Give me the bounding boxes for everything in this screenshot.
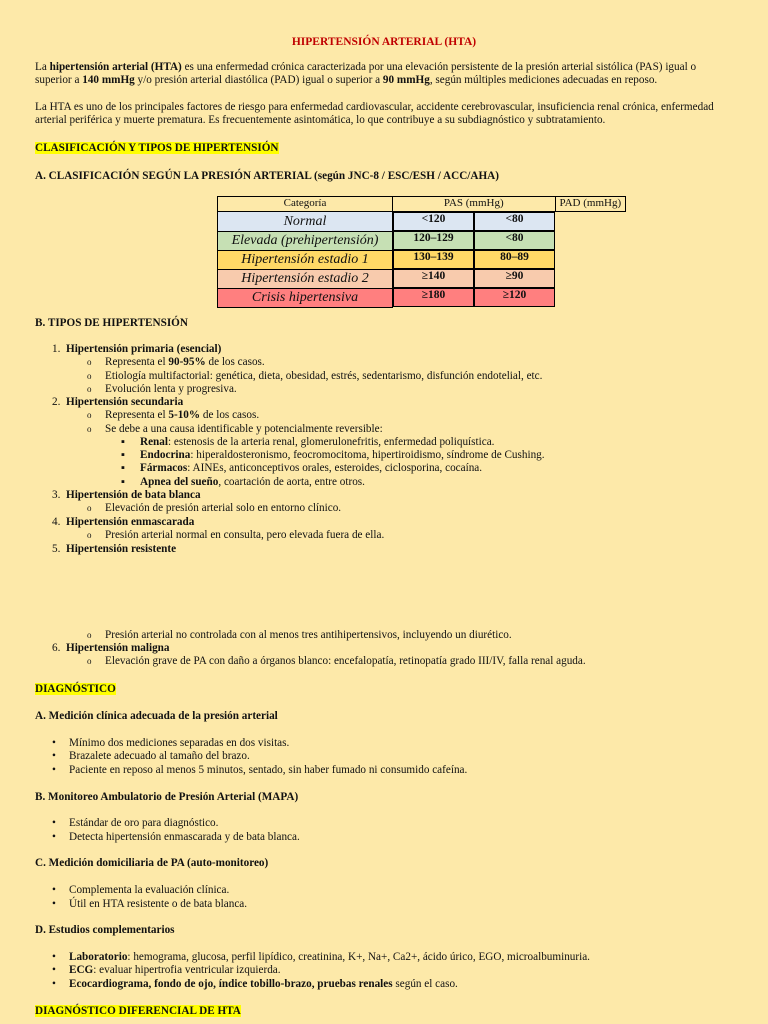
list-item: • Brazalete adecuado al tamaño del brazo. [52, 750, 250, 762]
bullet-icon: • [52, 978, 56, 990]
list-item: • Ecocardiograma, fondo de ojo, índice tobillo-brazo, pruebas renales según el caso. [52, 978, 458, 990]
classification-table [217, 196, 626, 308]
list-item: o Representa el 5-10% de los casos. [87, 409, 260, 421]
type-item: 2. Hipertensión secundaria [52, 396, 184, 408]
square-bullet-icon: ▪ [121, 449, 125, 461]
table-cell-pas: ≥180 [393, 288, 474, 307]
table-header-pas: PAS (mmHg) [393, 197, 556, 212]
circle-bullet-icon: o [87, 357, 92, 367]
type-item: 4. Hipertensión enmascarada [52, 516, 195, 528]
bullet-icon: • [52, 831, 56, 843]
table-cell-pad: <80 [474, 231, 555, 250]
subheading-classification-by-pressure: A. CLASIFICACIÓN SEGÚN LA PRESIÓN ARTERIAL (según JNC-8 / ESC/ESH / ACC/AHA) [35, 170, 499, 182]
table-cell-category: Hipertensión estadio 2 [218, 269, 393, 288]
bullet-icon: • [52, 898, 56, 910]
list-item: • Estándar de oro para diagnóstico. [52, 817, 219, 829]
intro-paragraph-2: La HTA es uno de los principales factores de riesgo para enfermedad cardiovascular, accidente cerebrovascular, insuficiencia renal crónica, enfermedad arterial periférica y muerte prematura. Es frecuentemente asintomática, lo que contribuye a su subdiagnóstico y subtratamiento. [35, 101, 714, 127]
subheading-clinical-measurement: A. Medición clínica adecuada de la presión arterial [35, 710, 278, 722]
circle-bullet-icon: o [87, 424, 92, 434]
subheading-mapa: B. Monitoreo Ambulatorio de Presión Arterial (MAPA) [35, 791, 299, 803]
list-item: o Elevación de presión arterial solo en entorno clínico. [87, 502, 342, 514]
table-header-pad: PAD (mmHg) [555, 197, 626, 212]
table-row [218, 269, 626, 288]
bullet-icon: • [52, 817, 56, 829]
square-bullet-icon: ▪ [121, 462, 125, 474]
list-item: • Paciente en reposo al menos 5 minutos, sentado, sin haber fumado ni consumido cafeína. [52, 764, 468, 776]
bullet-icon: • [52, 951, 56, 963]
circle-bullet-icon: o [87, 530, 92, 540]
list-item: o Representa el 90-95% de los casos. [87, 356, 265, 368]
type-item: 3. Hipertensión de bata blanca [52, 489, 201, 501]
list-item: • Detecta hipertensión enmascarada y de bata blanca. [52, 831, 300, 843]
square-bullet-icon: ▪ [121, 436, 125, 448]
list-item: ▪ Fármacos: AINEs, anticonceptivos orales, esteroides, ciclosporina, cocaína. [121, 462, 483, 474]
table-row [218, 250, 626, 269]
type-item: 6. Hipertensión maligna [52, 642, 170, 654]
table-row [218, 231, 626, 250]
section-heading-differential-diagnosis: DIAGNÓSTICO DIFERENCIAL DE HTA [35, 1005, 241, 1017]
table-header-category: Categoría [218, 197, 393, 212]
list-item: ▪ Renal: estenosis de la arteria renal, glomerulonefritis, enfermedad poliquística. [121, 436, 495, 448]
list-item: ▪ Endocrina: hiperaldosteronismo, feocromocitoma, hipertiroidismo, síndrome de Cushing. [121, 449, 545, 461]
table-cell-pad: ≥90 [474, 269, 555, 288]
list-item: o Etiología multifactorial: genética, dieta, obesidad, estrés, sedentarismo, disfunción endotelial, etc. [87, 370, 543, 382]
circle-bullet-icon: o [87, 371, 92, 381]
list-item: • Útil en HTA resistente o de bata blanca. [52, 898, 248, 910]
section-heading-diagnosis: DIAGNÓSTICO [35, 683, 116, 695]
list-item: o Presión arterial normal en consulta, pero elevada fuera de ella. [87, 529, 385, 541]
table-row [218, 288, 626, 307]
table-row [218, 212, 626, 232]
table-cell-pas: 120–129 [393, 231, 474, 250]
list-item: o Elevación grave de PA con daño a órganos blanco: encefalopatía, retinopatía grado III/IV, falla renal aguda. [87, 655, 586, 667]
circle-bullet-icon: o [87, 503, 92, 513]
intro-paragraph-1: La hipertensión arterial (HTA) es una enfermedad crónica caracterizada por una elevación persistente de la presión arterial sistólica (PAS) igual o superior a 140 mmHg y/o presión arterial diastólica (PAD) igual o superior a 90 mmHg, según múltiples mediciones adecuadas en reposo. [35, 61, 697, 87]
table-header-row [218, 197, 626, 212]
list-item: o Presión arterial no controlada con al menos tres antihipertensivos, incluyendo un diurético. [87, 629, 512, 641]
list-item: ▪ Apnea del sueño, coartación de aorta, entre otros. [121, 476, 365, 488]
table-cell-category: Hipertensión estadio 1 [218, 250, 393, 269]
bullet-icon: • [52, 764, 56, 776]
circle-bullet-icon: o [87, 656, 92, 666]
type-item: 5. Hipertensión resistente [52, 543, 177, 555]
type-item: 1. Hipertensión primaria (esencial) [52, 343, 222, 355]
list-item: • Mínimo dos mediciones separadas en dos visitas. [52, 737, 290, 749]
square-bullet-icon: ▪ [121, 476, 125, 488]
bullet-icon: • [52, 750, 56, 762]
table-cell-pad: ≥120 [474, 288, 555, 307]
bullet-icon: • [52, 884, 56, 896]
subheading-types: B. TIPOS DE HIPERTENSIÓN [35, 317, 188, 329]
table-cell-pas: <120 [393, 212, 474, 231]
circle-bullet-icon: o [87, 410, 92, 420]
table-cell-category: Normal [218, 212, 393, 232]
table-cell-pad: 80–89 [474, 250, 555, 269]
table-cell-pad: <80 [474, 212, 555, 231]
subheading-complementary-studies: D. Estudios complementarios [35, 924, 175, 936]
list-item: • ECG: evaluar hipertrofia ventricular izquierda. [52, 964, 281, 976]
table-cell-pas: ≥140 [393, 269, 474, 288]
circle-bullet-icon: o [87, 384, 92, 394]
list-item: o Se debe a una causa identificable y potencialmente reversible: [87, 423, 383, 435]
table-cell-category: Crisis hipertensiva [218, 288, 393, 307]
circle-bullet-icon: o [87, 630, 92, 640]
table-cell-pas: 130–139 [393, 250, 474, 269]
bullet-icon: • [52, 737, 56, 749]
subheading-home-monitoring: C. Medición domiciliaria de PA (auto-monitoreo) [35, 857, 269, 869]
section-heading-classification: CLASIFICACIÓN Y TIPOS DE HIPERTENSIÓN [35, 142, 279, 154]
list-item: • Complementa la evaluación clínica. [52, 884, 230, 896]
document-title: HIPERTENSIÓN ARTERIAL (HTA) [291, 36, 477, 48]
table-cell-category: Elevada (prehipertensión) [218, 231, 393, 250]
list-item: o Evolución lenta y progresiva. [87, 383, 237, 395]
list-item: • Laboratorio: hemograma, glucosa, perfil lipídico, creatinina, K+, Na+, Ca2+, ácido úrico, EGO, microalbuminuria. [52, 951, 590, 963]
bullet-icon: • [52, 964, 56, 976]
